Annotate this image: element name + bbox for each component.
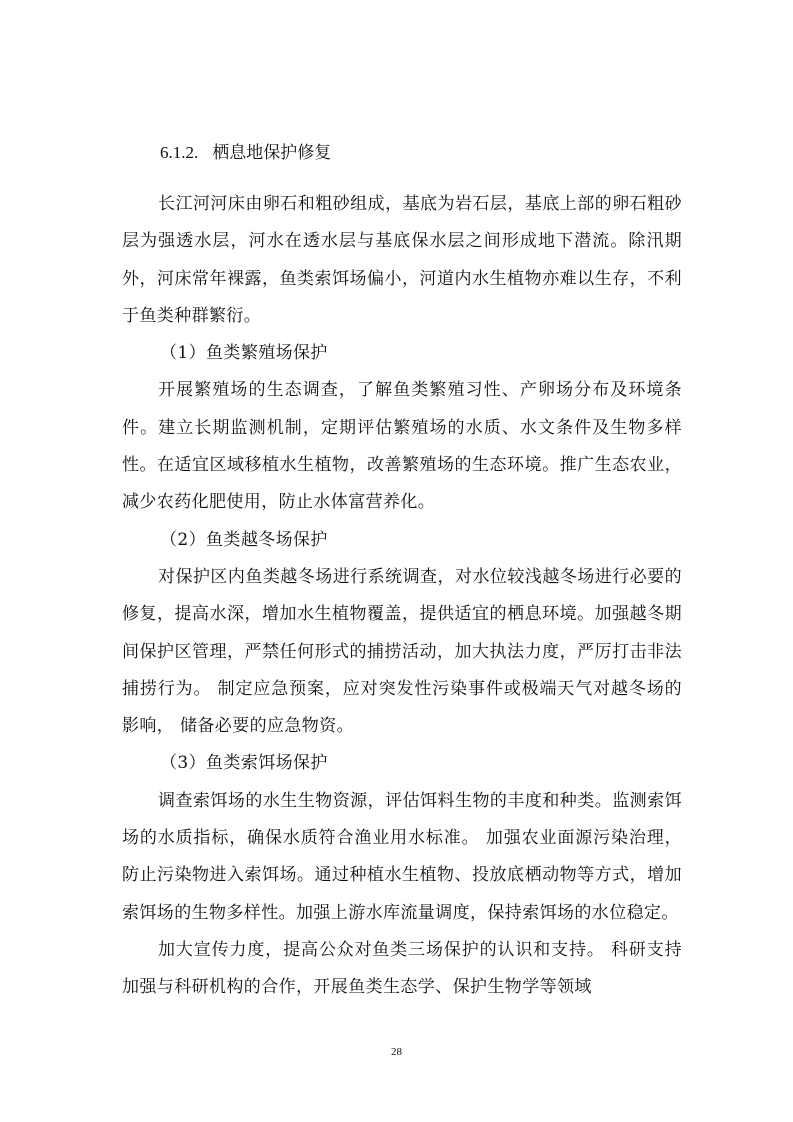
page-number: 28 [391,1046,402,1058]
wintering-subheading: （2）鱼类越冬场保护 [160,529,328,550]
feeding-subheading: （3）鱼类索饵场保护 [160,753,328,774]
section-heading [160,140,331,166]
wintering-paragraph: 对保护区内鱼类越冬场进行系统调查，对水位较浅越冬场进行必要的修复，提高水深，增加水生植物覆盖，提供适宜的栖息环境。加强越冬期间保护区管理，严禁任何形式的捕捞活动，加大执法力度，严厉打击非法捕捞行为。 制定应急预案，应对突发性污染事件或极端天气对越冬场的影响， 储备必要的应急物资。 [122,566,682,737]
section-title: 栖息地保护修复 [212,143,332,163]
publicity-paragraph: 加大宣传力度，提高公众对鱼类三场保护的认识和支持。 科研支持 加强与科研机构的合作，开展鱼类生态学、保护生物学等领域 [122,939,682,998]
intro-paragraph: 长江河河床由卵石和粗砂组成，基底为岩石层，基底上部的卵石粗砂层为强透水层，河水在透水层与基底保水层之间形成地下潜流。除汛期外，河床常年裸露，鱼类索饵场偏小，河道内水生植物亦难以生存，不利于鱼类种群繁衍。 [122,194,682,326]
feeding-paragraph: 调查索饵场的水生生物资源，评估饵料生物的丰度和种类。监测索饵场的水质指标，确保水质符合渔业用水标准。 加强农业面源污染治理，防止污染物进入索饵场。通过种植水生植物、投放底栖动物等方式，增加索饵场的生物多样性。加强上游水库流量调度，保持索饵场的水位稳定。 [122,790,682,923]
section-number: 6.1.2. [160,143,199,162]
document-body [122,186,682,1007]
spawning-paragraph: 开展繁殖场的生态调查，了解鱼类繁殖习性、产卵场分布及环境条件。建立长期监测机制，定期评估繁殖场的水质、水文条件及生物多样性。在适宜区域移植水生植物，改善繁殖场的生态环境。推广生态农业，减少农药化肥使用，防止水体富营养化。 [122,380,682,513]
spawning-subheading: （1）鱼类繁殖场保护 [160,343,328,364]
